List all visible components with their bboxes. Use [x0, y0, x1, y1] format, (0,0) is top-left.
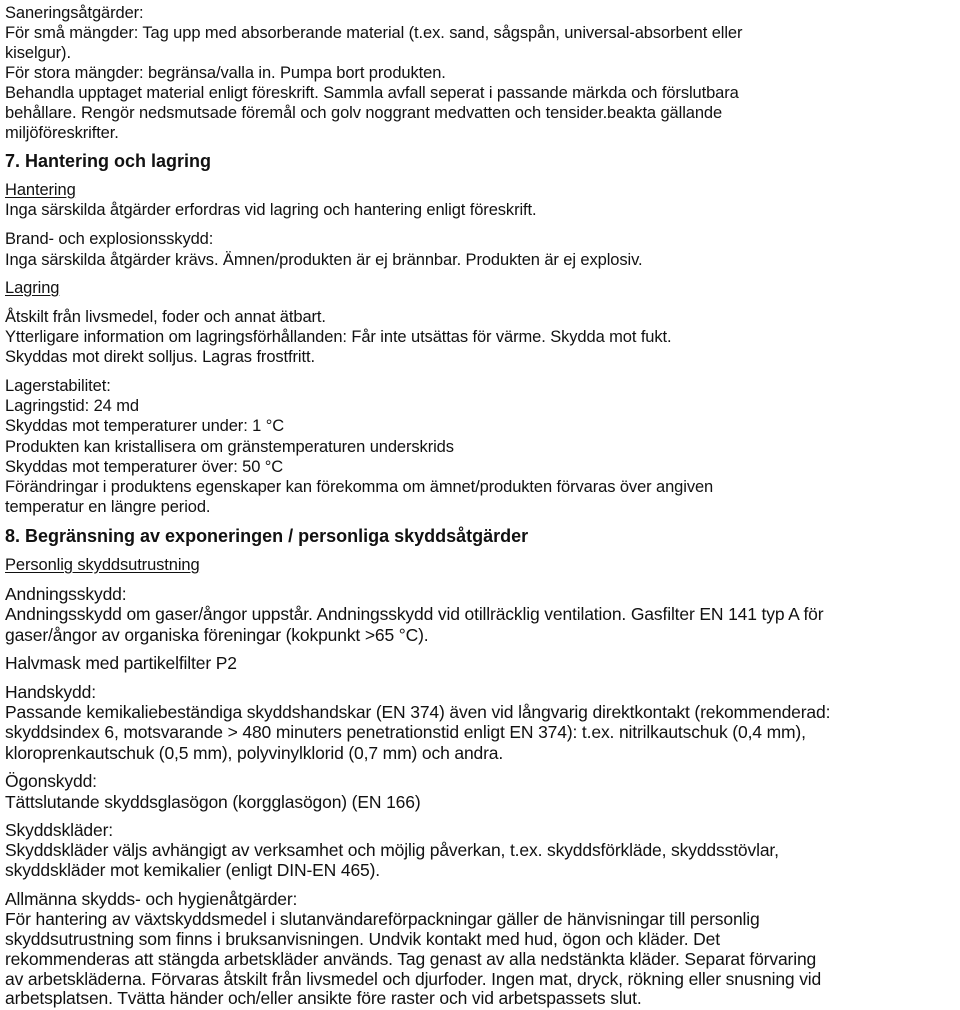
sanering-line: För små mängder: Tag upp med absorberande material (t.ex. sand, sågspån, universal-absorbent eller: [5, 24, 743, 42]
section-8-heading: 8. Begränsning av exponeringen / personliga skyddsåtgärder: [5, 526, 529, 546]
hygien-line: skyddsutrustning som finns i bruksanvisningen. Undvik kontakt med hud, ögon och kläder. Det: [5, 929, 720, 949]
handskydd-label: Handskydd:: [5, 682, 96, 702]
brand-text: Inga särskilda åtgärder krävs. Ämnen/produkten är ej brännbar. Produkten är ej explosiv.: [5, 251, 643, 269]
section-7-heading: 7. Hantering och lagring: [5, 151, 212, 171]
andningsskydd-line: gaser/ångor av organiska föreningar (kokpunkt >65 °C).: [5, 625, 429, 645]
skyddsklader-label: Skyddskläder:: [5, 820, 113, 840]
sanering-line: miljöföreskrifter.: [5, 124, 119, 142]
hantering-text: Inga särskilda åtgärder erfordras vid lagring och hantering enligt föreskrift.: [5, 201, 537, 219]
lagring-line: Ytterligare information om lagringsförhållanden: Får inte utsättas för värme. Skydda mot fukt.: [5, 328, 672, 346]
lagerstabilitet-label: Lagerstabilitet:: [5, 377, 111, 395]
skyddsklader-line: Skyddskläder väljs avhängigt av verksamhet och möjlig påverkan, t.ex. skyddsförkläde, skyddsstövlar,: [5, 840, 779, 860]
hygien-line: av arbetskläderna. Förvaras åtskilt från livsmedel och djurfoder. Ingen mat, dryck, rökning eller snusning vid: [5, 969, 822, 989]
brand-label: Brand- och explosionsskydd:: [5, 230, 214, 248]
lagerstabilitet-line: Skyddas mot temperaturer under: 1 °C: [5, 417, 285, 435]
sanering-line: behållare. Rengör nedsmutsade föremål och golv noggrant medvatten och tensider.beakta gällande: [5, 104, 723, 122]
lagerstabilitet-line: Produkten kan kristallisera om gränstemperaturen underskrids: [5, 438, 454, 456]
sanering-line: kiselgur).: [5, 44, 71, 62]
sanering-line: För stora mängder: begränsa/valla in. Pumpa bort produkten.: [5, 64, 446, 82]
hygien-line: rekommenderas att stängda arbetskläder används. Tag genast av alla nedstänkta kläder. Separat förvaring: [5, 949, 817, 969]
sanering-label: Saneringsåtgärder:: [5, 4, 144, 22]
lagring-line: Skyddas mot direkt solljus. Lagras frostfritt.: [5, 348, 315, 366]
halvmask-text: Halvmask med partikelfilter P2: [5, 653, 237, 673]
handskydd-line: Passande kemikaliebeständiga skyddshandskar (EN 374) även vid långvarig direktkontakt (rekommenderad:: [5, 702, 831, 722]
lagring-line: Åtskilt från livsmedel, foder och annat ätbart.: [5, 308, 326, 326]
sanering-line: Behandla upptaget material enligt föreskrift. Sammla avfall seperat i passande märkda och förslutbara: [5, 84, 739, 102]
handskydd-line: skyddsindex 6, motsvarande > 480 minuters penetrationstid enligt EN 374): t.ex. nitrilkautschuk (0,4 mm),: [5, 722, 806, 742]
skyddsklader-line: skyddskläder mot kemikalier (enligt DIN-EN 465).: [5, 860, 381, 880]
ogonskydd-text: Tättslutande skyddsglasögon (korgglasögon) (EN 166): [5, 792, 421, 812]
hantering-label: Hantering: [5, 181, 76, 199]
lagerstabilitet-line: Förändringar i produktens egenskaper kan förekomma om ämnet/produkten förvaras över angiven: [5, 478, 714, 496]
pps-label: Personlig skyddsutrustning: [5, 556, 200, 574]
andningsskydd-line: Andningsskydd om gaser/ångor uppstår. Andningsskydd vid otillräcklig ventilation. Gasfilter EN 141 typ A för: [5, 604, 824, 624]
lagerstabilitet-line: Lagringstid: 24 md: [5, 397, 139, 415]
hygien-line: För hantering av växtskyddsmedel i slutanvändareförpackningar gäller de hänvisningar till personlig: [5, 909, 760, 929]
lagring-label: Lagring: [5, 279, 60, 297]
hygien-line: arbetsplatsen. Tvätta händer och/eller ansikte före raster och vid arbetspassets slut.: [5, 988, 642, 1008]
lagerstabilitet-line: temperatur en längre period.: [5, 498, 211, 516]
lagerstabilitet-line: Skyddas mot temperaturer över: 50 °C: [5, 458, 284, 476]
andningsskydd-label: Andningsskydd:: [5, 584, 127, 604]
hygien-label: Allmänna skydds- och hygienåtgärder:: [5, 889, 298, 909]
ogonskydd-label: Ögonskydd:: [5, 771, 97, 791]
handskydd-line: kloroprenkautschuk (0,5 mm), polyvinylklorid (0,7 mm) och andra.: [5, 743, 504, 763]
